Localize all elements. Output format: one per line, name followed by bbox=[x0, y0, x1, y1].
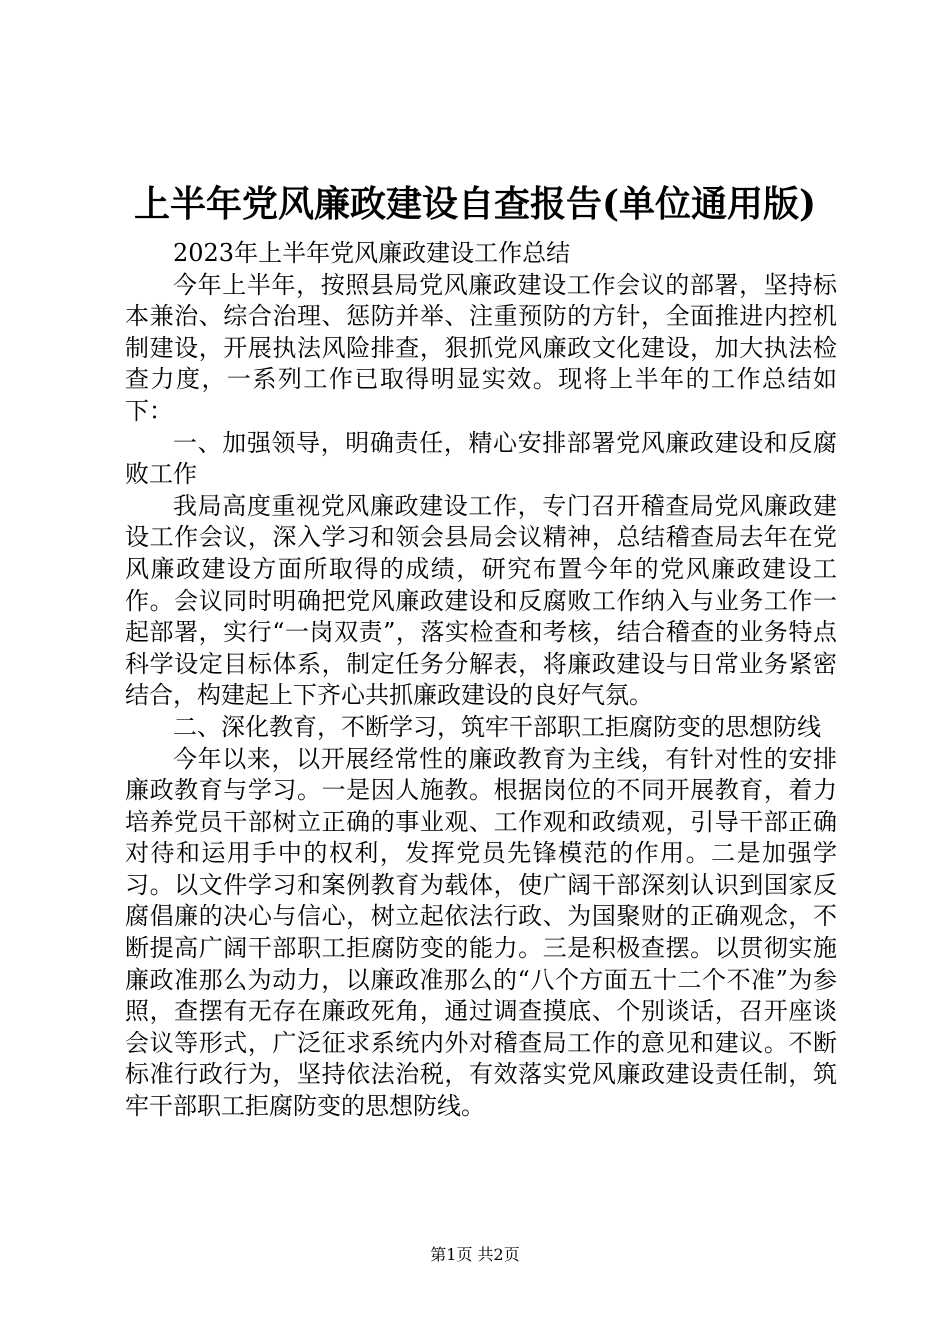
section-heading-2: 二、深化教育，不断学习，筑牢干部职工拒腐防变的思想防线 bbox=[173, 712, 821, 741]
section-heading-1: 一、加强领导，明确责任，精心安排部署党风廉政建设和反腐败工作 bbox=[125, 428, 837, 489]
section-body-1: 我局高度重视党风廉政建设工作，专门召开稽查局党风廉政建设工作会议，深入学习和领会县局会议精神，总结稽查局去年在党风廉政建设方面所取得的成绩，研究布置今年的党风廉政建设工作。会议同时明确把党风廉政建设和反腐败工作纳入与业务工作一起部署，实行“一岗双责”，落实检查和考核，结合稽查的业务特点科学设定目标体系，制定任务分解表，将廉政建设与日常业务紧密结合，构建起上下齐心共抓廉政建设的良好气氛。 bbox=[125, 491, 837, 710]
page-number-footer: 第1页 共2页 bbox=[430, 1245, 520, 1264]
intro-paragraph: 今年上半年，按照县局党风廉政建设工作会议的部署，坚持标本兼治、综合治理、惩防并举、注重预防的方针，全面推进内控机制建设，开展执法风险排查，狠抓党风廉政文化建设，加大执法检查力度，一系列工作已取得明显实效。现将上半年的工作总结如下： bbox=[125, 270, 837, 425]
document-title: 上半年党风廉政建设自查报告(单位通用版) bbox=[133, 183, 817, 225]
section-body-2: 今年以来，以开展经常性的廉政教育为主线，有针对性的安排廉政教育与学习。一是因人施教。根据岗位的不同开展教育，着力培养党员干部树立正确的事业观、工作观和政绩观，引导干部正确对待和运用手中的权利，发挥党员先锋模范的作用。二是加强学习。以文件学习和案例教育为载体，使广阔干部深刻认识到国家反腐倡廉的决心与信心，树立起依法行政、为国聚财的正确观念，不断提高广阔干部职工拒腐防变的能力。三是积极查摆。以贯彻实施廉政准那么为动力，以廉政准那么的“八个方面五十二个不准”为参照，查摆有无存在廉政死角，通过调查摸底、个别谈话，召开座谈会议等形式，广泛征求系统内外对稽查局工作的意见和建议。不断标准行政行为，坚持依法治税，有效落实党风廉政建设责任制，筑牢干部职工拒腐防变的思想防线。 bbox=[125, 744, 837, 1121]
document-body bbox=[125, 238, 837, 1123]
subtitle-paragraph: 2023年上半年党风廉政建设工作总结 bbox=[173, 239, 571, 267]
